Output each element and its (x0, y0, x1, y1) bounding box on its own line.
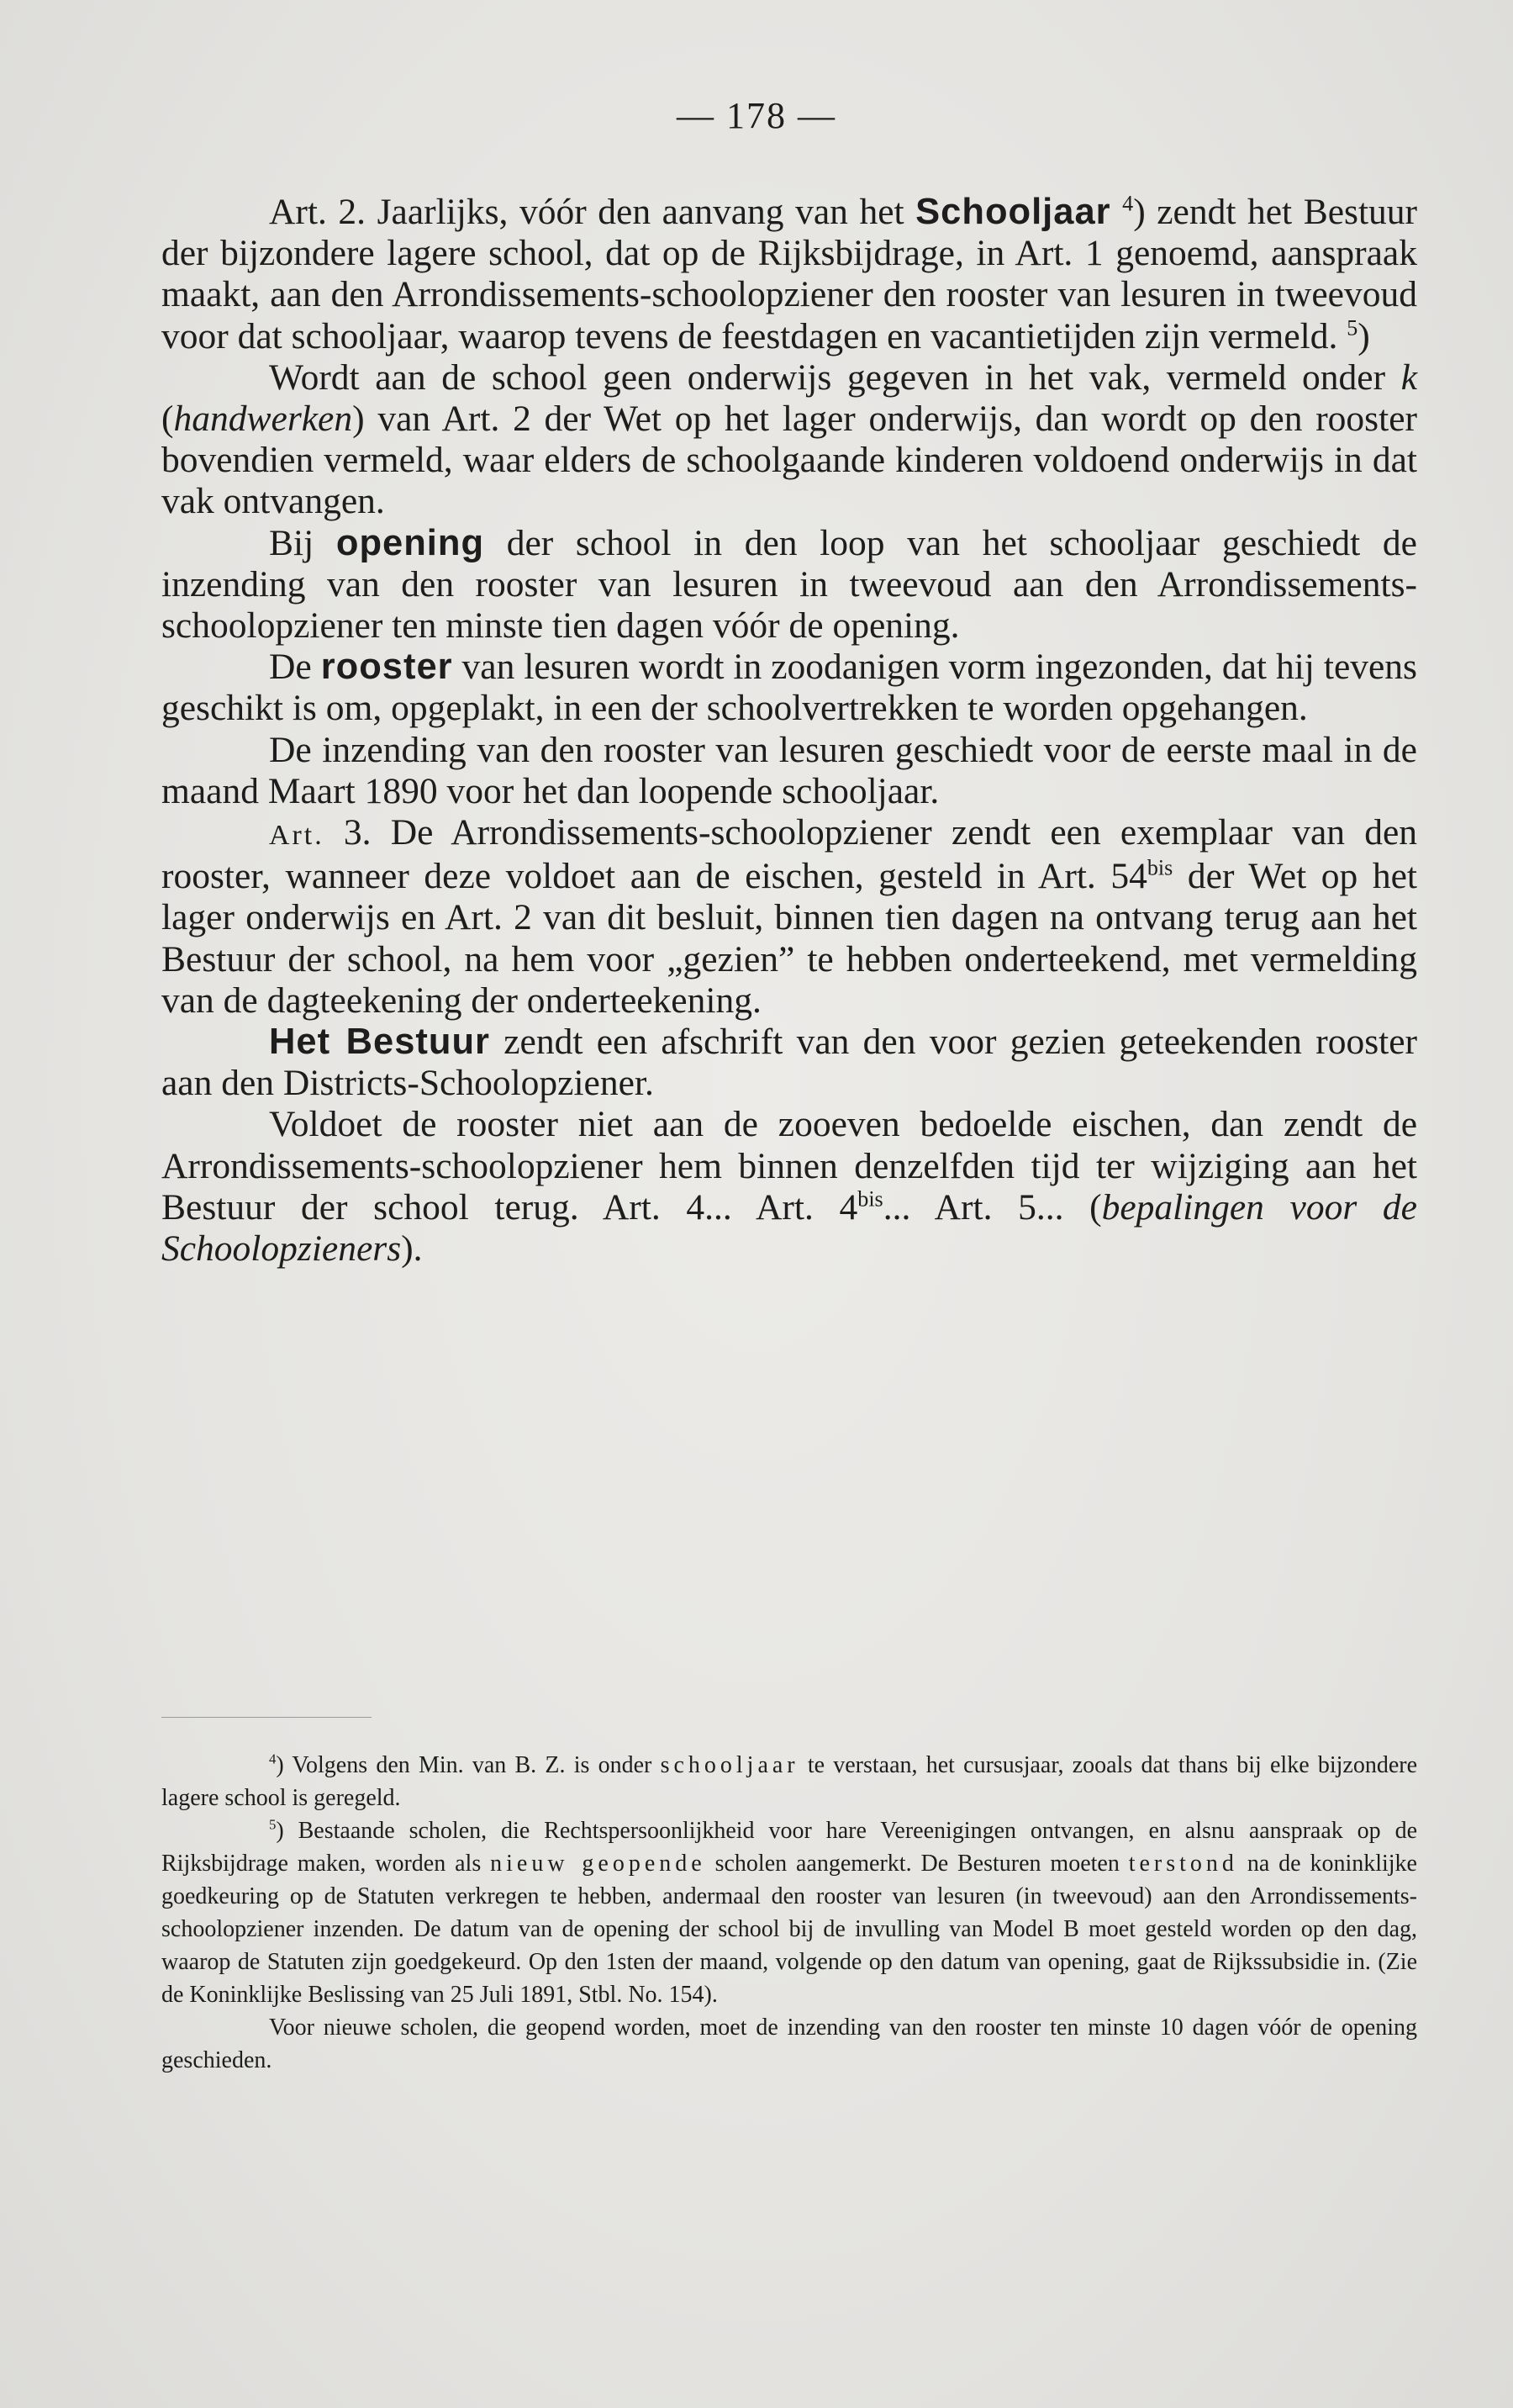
paragraph-inzending: De inzending van den rooster van lesuren geschiedt voor de eerste maal in de maand Maart 1890 voor het dan loopende schooljaar. (161, 729, 1417, 811)
paragraph-het-bestuur (161, 1022, 1417, 1104)
text-run: ) van Art. 2 der Wet op het lager onderwijs, dan wordt op den rooster bovendien vermeld, waar elders de schoolgaande kinderen voldoend onderwijs in dat vak ontvangen. (161, 399, 1417, 522)
text-run: ) (1357, 315, 1370, 356)
footnote-ref-4[interactable]: 4 (1122, 191, 1134, 216)
paragraph-art-2 (161, 192, 1417, 357)
text-run: zendt een afschrift van den voor gezien geteekenden rooster aan den Districts-Schoolopziener. (161, 1022, 1417, 1104)
text-run: ... Art. 5... ( (883, 1186, 1102, 1228)
text-run: van lesuren wordt in zoodanigen vorm ingezonden, dat hij tevens geschikt is om, opgeplakt, in een der schoolvertrekken te worden opgehangen. (161, 647, 1417, 729)
text-run: ) Bestaande scholen, die Rechtspersoonlijkheid voor hare Vereenigingen ontvangen, en alsnu aanspraak op de Rijksbijdrage maken, worden als (161, 1818, 1417, 1877)
text-run: ) zendt het Bestuur der bijzondere lagere school, dat op de Rijksbijdrage, in Art. 1 genoemd, aanspraak maakt, aan den Arrondissements-schoolopziener den rooster van lesuren in tweevoud voor dat schooljaar, waarop tevens de feestdagen en vacantietijden zijn vermeld. (161, 192, 1418, 356)
bold-term-het-bestuur: Het Bestuur (269, 1022, 490, 1063)
paragraph-voldoet (161, 1104, 1417, 1270)
text-run: te verstaan, het cursusjaar, zooals dat thans bij elke bijzondere lagere school is geregeld. (161, 1752, 1418, 1811)
italic-handwerken: handwerken (173, 399, 353, 440)
footnotes (161, 1749, 1417, 2077)
page-number: — 178 — (677, 95, 836, 136)
text-run: ) Volgens den Min. van B. Z. is onder (276, 1752, 661, 1778)
spaced-term-terstond: terstond (1128, 1851, 1238, 1877)
text-run: Bij (269, 522, 336, 563)
text-run: Voldoet de rooster niet aan de zooeven bedoelde eischen, dan zendt de Arrondissements-schoolopziener hem binnen denzelfden tijd ter wijziging aan het Bestuur der school terug. Art. 4... Art. 4 (161, 1104, 1417, 1228)
small-caps-art: Art. (269, 820, 324, 852)
text-run: Wordt aan de school geen onderwijs gegeven in het vak, vermeld onder (269, 356, 1401, 398)
paragraph-handwerken (161, 357, 1417, 523)
footnote-marker-5: 5 (269, 1816, 277, 1833)
italic-bepalingen: bepalingen voor de Schoolopzieners (161, 1186, 1417, 1270)
paragraph-art-3 (161, 812, 1417, 1022)
text-run: der Wet op het lager onderwijs en Art. 2 van dit besluit, binnen tien dagen na ontvang terug aan het Bestuur der school, na hem voor „gezien” te hebben onderteekend, met vermelding van de dagteekening der onderteekening. (161, 856, 1417, 1021)
footnote-4 (161, 1749, 1417, 1814)
italic-k: k (1400, 356, 1417, 398)
footnote-nieuwe-scholen: Voor nieuwe scholen, die geopend worden, moet de inzending van den rooster ten minste 10 dagen vóór de opening geschieden. (161, 2015, 1417, 2073)
footnote-ref-5[interactable]: 5 (1347, 315, 1358, 341)
text-run: der school in den loop van het schooljaar geschiedt de inzending van den rooster van lesuren in tweevoud aan den Arrondissements-schoolopziener ten minste tien dagen vóór de opening. (161, 522, 1417, 647)
paragraph-rooster (161, 647, 1417, 729)
footnote-divider (161, 1717, 372, 1718)
text-run: scholen aangemerkt. De Besturen moeten (705, 1851, 1129, 1877)
text-run: ( (161, 399, 174, 440)
superscript-bis: bis (857, 1186, 883, 1212)
spaced-term-schooljaar: schooljaar (660, 1752, 799, 1778)
paragraph-opening (161, 523, 1417, 647)
main-text (161, 192, 1417, 1270)
text-run: Art. 2. Jaarlijks, vóór den aanvang van het (269, 192, 916, 232)
bold-term-schooljaar: Schooljaar (915, 192, 1111, 232)
text-run: ). (401, 1228, 423, 1270)
footnote-5 (161, 1814, 1417, 2011)
text-run: 3. De Arrondissements-schoolopziener zendt een exemplaar van den rooster, wanneer deze voldoet aan de eischen, gesteld in Art. 54 (161, 812, 1417, 897)
text-run: na de koninklijke goedkeuring op de Statuten verkregen te hebben, andermaal den rooster van lesuren (in tweevoud) aan den Arrondissements-schoolopziener inzenden. De datum van de opening der school bij de invulling van Model B moet gesteld worden op den dag, waarop de Statuten zijn goedgekeurd. Op den 1sten der maand, volgende op den datum van opening, gaat de Rijkssubsidie in. (Zie de Koninklijke Beslissing van 25 Juli 1891, Stbl. No. 154). (161, 1851, 1417, 2008)
superscript-bis: bis (1147, 855, 1173, 880)
footnote-marker-4: 4 (269, 1751, 277, 1767)
spaced-term-nieuw-geopende: nieuw geopende (490, 1851, 706, 1877)
text-run: De (269, 647, 321, 688)
bold-term-opening: opening (335, 522, 485, 563)
bold-term-rooster: rooster (320, 647, 453, 688)
